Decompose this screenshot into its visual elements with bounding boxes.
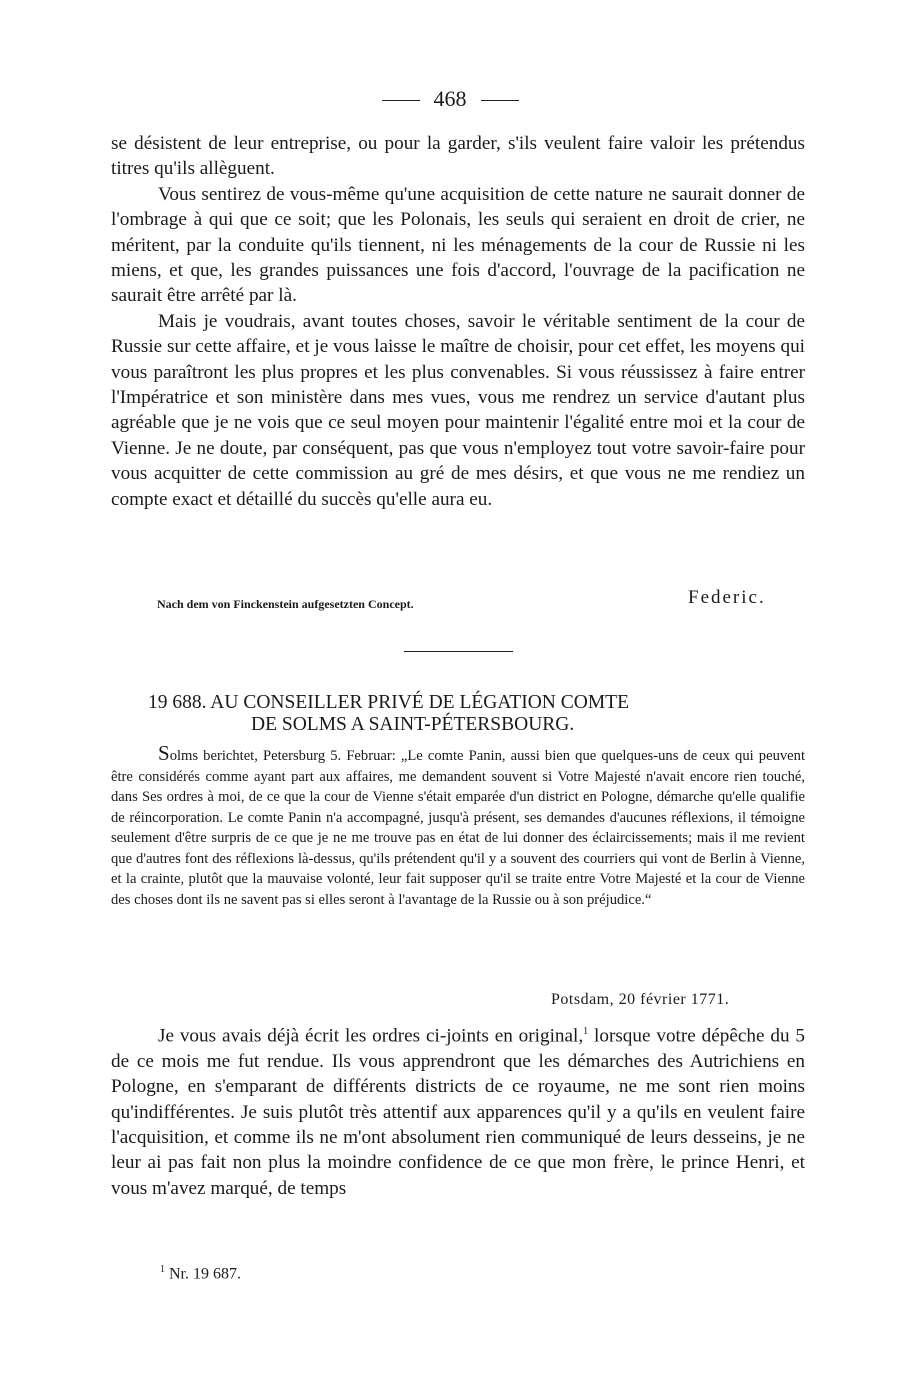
paragraph: [111, 1019, 805, 1201]
summary-paragraph: [111, 743, 805, 910]
header-dash-left: [382, 100, 420, 101]
letter-body: [111, 1019, 805, 1201]
section-divider: [404, 651, 513, 652]
paragraph: Mais je voudrais, avant toutes choses, savoir le véritable sentiment de la cour de Russie sur cette affaire, et je vous laisse le maître de choisir, pour cet effet, les moyens qui vous paraîtront les plus propres et les plus convenables. Si vous réussissez à faire entrer l'Impératrice et son ministère dans mes vues, vous me rendrez un service d'autant plus agréable que je ne vois que ce seul moyen pour maintenir l'égalité entre moi et la cour de Vienne. Je ne doute, par conséquent, pas que vous n'employez tout votre savoir-faire pour vous acquitter de cette commission au gré de mes désirs, et que vous ne me rendiez un compte exact et détaillé du succès qu'elle aura eu.: [111, 310, 805, 510]
signature: Federic.: [688, 587, 766, 608]
source-note: Nach dem von Finckenstein aufgesetzten Concept.: [157, 597, 414, 611]
letter-date: Potsdam, 20 février 1771.: [551, 991, 730, 1008]
footnote: [160, 1264, 241, 1283]
letter-title-line: 19 688. AU CONSEILLER PRIVÉ DE LÉGATION COMTE: [148, 692, 629, 713]
letter-title-line: DE SOLMS A SAINT-PÉTERSBOURG.: [251, 714, 575, 735]
paragraph: Vous sentirez de vous-même qu'une acquisition de cette nature ne saurait donner de l'ombrage à qui que ce soit; que les Polonais, les seuls qui seraient en droit de crier, ne méritent, par la conduite qu'ils tiennent, ni les ménagements de la cour de Russie ni les miens, et que, les grandes puissances une fois d'accord, l'ouvrage de la pacification ne saurait être arrêté par là.: [111, 183, 805, 307]
footnote-text: Nr. 19 687.: [169, 1265, 241, 1283]
letter-end-text: [111, 131, 805, 512]
page-number: 468: [433, 86, 467, 111]
summary-initial: S: [158, 741, 170, 765]
letter-summary: [111, 743, 805, 910]
page-header: [0, 86, 900, 112]
letter-title: [148, 692, 788, 736]
paragraph: se désistent de leur entreprise, ou pour la garder, s'ils veulent faire valoir les prétendus titres qu'ils allèguent.: [111, 133, 805, 180]
summary-text: olms berichtet, Petersburg 5. Februar: „Le comte Panin, aussi bien que quelques-uns de ceux qui peuvent être considérés comme ayant part aux affaires, me demandent souvent si Votre Majesté n'avait encore rien touché, dans Ses ordres à moi, de ce que la cour de Vienne s'était emparée d'un district en Pologne, démarche qu'elle qualifie de réincorporation. Le comte Panin n'a accompagné, jusqu'à présent, ses demandes d'aucunes réflexions, il témoigne seulement d'être surpris de ce que je ne me trouve pas en état de lui donner des éclaircissements; mais il me revient que d'autres font des réflexions là-dessus, qu'ils prétendent qu'il y a souvent des courriers qui vont de Berlin à Vienne, et la crainte, plutôt que la mauvaise volonté, leur fait supposer qu'il se traite entre Votre Majesté et la cour de Vienne des choses dont ils ne savent pas si elles seront à l'avantage de la Russie ou à son préjudice.“: [111, 748, 805, 908]
footnote-ref: 1: [583, 1026, 589, 1037]
body-text: Je vous avais déjà écrit les ordres ci-joints en original,: [158, 1025, 584, 1047]
body-text: lorsque votre dépêche du 5 de ce mois me fut rendue. Ils vous apprendront que les démarches des Autrichiens en Pologne, en s'emparant de différents districts de ce royaume, ne me sont rien moins qu'indifférentes. Je suis plutôt très attentif aux apparences qu'il y a qu'ils en veulent faire l'acquisition, et comme ils ne m'ont absolument rien communiqué de leurs desseins, je ne leur ai pas fait non plus la moindre confidence de ce que mon frère, le prince Henri, et vous m'avez marqué, de temps: [111, 1025, 806, 1199]
header-dash-right: [481, 100, 519, 101]
footnote-mark: 1: [160, 1264, 165, 1275]
